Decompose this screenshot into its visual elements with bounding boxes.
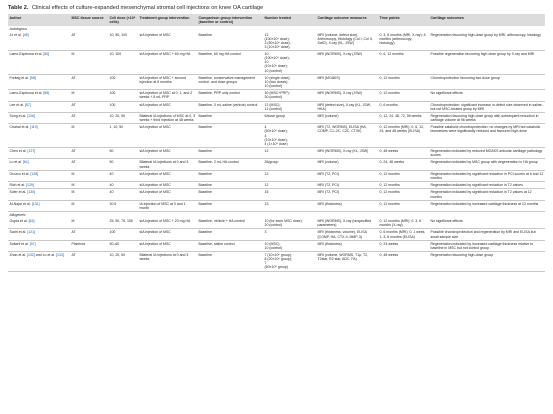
cell-author: Song et al. [126] <box>8 112 70 123</box>
cell-author: Jo et al. [45] <box>8 31 70 50</box>
cell-comparison-group: Baseline <box>197 189 263 200</box>
cell-cartilage-outcome-measures: MRI (volume, defect size), Arthroscopy, Histology (Col I, Col II, SafO), X-ray (KL, JSW) <box>316 31 378 50</box>
cell-time-points: 0, 6 months (MRI); 0, 1 week, 1, 3, 6 months (ELISA) <box>378 229 429 240</box>
cell-cartilage-outcomes: Possible catabolic chondroprotection: no changes by MRI but catabolic biomarkers were significantly reduced and favoured high-dose <box>429 124 545 148</box>
section-label: Allogeneic <box>9 213 26 218</box>
cell-comparison-group: Baseline, 60 mg HA control <box>197 51 263 75</box>
cell-cell-dose: 30.5 <box>108 200 138 211</box>
cell-msc-tissue-source: AT <box>70 229 108 240</box>
cell-cell-dose: 10, 50, 100 <box>108 31 138 50</box>
cell-time-points: 0, 6, 12 months <box>378 51 429 75</box>
cell-msc-tissue-source: M <box>70 170 108 181</box>
msc-clinical-effects-table <box>8 14 545 272</box>
table-row <box>8 147 545 158</box>
cell-author: Chen et al. [127] <box>8 147 70 158</box>
cell-cartilage-outcomes: Regeneration favouring high-dose group by MRI, arthroscopy, histology <box>429 31 545 50</box>
cell-cartilage-outcomes: No significant effects <box>429 218 545 229</box>
column-header-treatment-group: Treatment group intervention <box>138 14 197 26</box>
cell-number-treated: 15 <box>263 189 316 200</box>
cell-author: Freitag et al. [58] <box>8 74 70 89</box>
cell-cartilage-outcome-measures: MRI (volume) <box>316 159 378 170</box>
table-row <box>8 159 545 170</box>
cell-msc-tissue-source: AT <box>70 101 108 112</box>
table-caption-text: Clinical effects of culture-expanded mesenchymal stromal cell injections on knee OA cartilage <box>31 5 264 11</box>
cell-cartilage-outcome-measures: MRI (WORMS), X-ray (JSW) <box>316 90 378 101</box>
table-caption-label: Table 2. <box>8 5 29 11</box>
cell-treatment-group: Bilateral IA injections at 0 and 3 weeks <box>138 159 197 170</box>
cell-author: Sadri et al. [121] <box>8 229 70 240</box>
cell-author: Lee et al. [57] <box>8 101 70 112</box>
table-row <box>8 124 545 148</box>
cell-comparison-group: Baseline, 2 mL HA control <box>197 159 263 170</box>
cell-time-points: 0, 24 weeks <box>378 240 429 251</box>
cell-treatment-group: sIA injection of MSC <box>138 101 197 112</box>
cell-msc-tissue-source: AT <box>70 147 108 158</box>
cell-number-treated: 10 (for each MSC dose); 20 (control) <box>263 218 316 229</box>
column-header-number-treated: Number treated <box>263 14 316 26</box>
cell-number-treated: 30 (MSC+PRP); 30 (control) <box>263 90 316 101</box>
cell-msc-tissue-source: AT <box>70 74 108 89</box>
cell-time-points: 0, 6 months <box>378 101 429 112</box>
cell-number-treated: 4 (50×10⁶ dose); 4 (10×10⁶ dose); 4 (1×10⁶ dose) <box>263 124 316 148</box>
cell-msc-tissue-source: AT <box>70 252 108 272</box>
cell-number-treated: 12 <box>263 147 316 158</box>
cell-cartilage-outcomes: Chondroprotection favouring two-dose group <box>429 74 545 89</box>
cell-cell-dose: 25, 50, 75, 150 <box>108 218 138 229</box>
table-row <box>8 240 545 251</box>
cell-number-treated: 12 <box>263 170 316 181</box>
column-header-cartilage-outcome-measures: Cartilage outcome measures <box>316 14 378 26</box>
cell-number-treated: 26/group <box>263 159 316 170</box>
cell-cartilage-outcome-measures: MRI (defect size), X-ray (KL, JSW, HKA) <box>316 101 378 112</box>
cell-cartilage-outcomes: Possible chondroprotection and regeneration by MRI and ELISA but small sample size <box>429 229 545 240</box>
cell-cartilage-outcomes: Regeneration indicated by increased cartilage thickness relative to baseline in MSC but not control group <box>429 240 545 251</box>
cell-cartilage-outcomes: No significant effects <box>429 90 545 101</box>
cell-cartilage-outcome-measures: MRI (MOAKS) <box>316 74 378 89</box>
cell-cartilage-outcome-measures: MRI (volume, WORMS, T1ρ, T2, T2star, R2 star, ADC, FA) <box>316 252 378 272</box>
cell-cell-dose: 10, 20, 50 <box>108 112 138 123</box>
table-row <box>8 189 545 200</box>
cell-time-points: 0, 12 months <box>378 170 429 181</box>
table-caption <box>8 5 545 12</box>
cell-cartilage-outcomes: Possible regeneration favouring high-dose group by X-ray and MRI <box>429 51 545 75</box>
cell-treatment-group: sIA injection of MSC at 0, 1, and 2 weeks + 8 mL PRP <box>138 90 197 101</box>
column-header-cell-dose: Cell dose (×10⁶ cells) <box>108 14 138 26</box>
cell-time-points: 0, 12 months <box>378 74 429 89</box>
cell-cell-dose: 1, 10, 50 <box>108 124 138 148</box>
cell-comparison-group: Baseline <box>197 147 263 158</box>
cell-time-points: 0, 48 weeks <box>378 147 429 158</box>
cell-number-treated: 6/dose group <box>263 112 316 123</box>
cell-time-points: 0, 12 months <box>378 90 429 101</box>
cell-number-treated: 10 (100×10⁶ dose); 10 (10×10⁶ dose); 10 (control) <box>263 51 316 75</box>
table-row <box>8 31 545 50</box>
cell-author: Chahal et al. [119] <box>8 124 70 148</box>
cell-comparison-group: Baseline, vehicle + HA control <box>197 218 263 229</box>
cell-number-treated: 12 <box>263 182 316 189</box>
cell-comparison-group: Baseline, 3 mL saline (vehicle) control <box>197 101 263 112</box>
cell-cartilage-outcomes: Regeneration indicated by increased cartilage thickness at 12 months <box>429 200 545 211</box>
cell-msc-tissue-source: M <box>70 90 108 101</box>
table-body <box>8 26 545 272</box>
cell-cell-dose: 50–60 <box>108 240 138 251</box>
cell-treatment-group: Bilateral IA injections of MSC at 0, 3 weeks + third injection at 48 weeks <box>139 114 196 123</box>
table-row <box>8 51 545 75</box>
cell-cartilage-outcomes: Chondroprotection: significant increase in defect size observed in saline- but not MSC-treated group by MRI <box>429 101 545 112</box>
cell-cell-dose: 100 <box>108 74 138 89</box>
cell-treatment-group: sIA injection of MSC <box>138 189 197 200</box>
cell-comparison-group: Baseline <box>197 229 263 240</box>
table-row <box>8 218 545 229</box>
cell-cartilage-outcome-measures: MRI (T2, PCI) <box>316 189 378 200</box>
cell-comparison-group: Baseline <box>197 182 263 189</box>
table-header-row <box>8 14 545 26</box>
cell-cartilage-outcome-measures: MRI (WORMS), X-ray (JSW) <box>316 51 378 75</box>
cell-cartilage-outcome-measures: MRI (WORMS), X-ray (unspecified parameters) <box>316 218 378 229</box>
cell-cell-dose: 10, 20, 50 <box>108 252 138 272</box>
cell-author: Lamo-Espinosa et al. [80] <box>8 51 70 75</box>
column-header-comparison-group: Comparison group intervention (baseline or control) <box>197 14 263 26</box>
cell-number-treated: 10 (single dose); 10 (two doses); 10 (control) <box>263 74 316 89</box>
cell-number-treated: 13 <box>263 200 316 211</box>
cell-cartilage-outcomes: Regeneration indicated by significant reduction in T2 values <box>429 182 545 189</box>
cell-msc-tissue-source: AT <box>70 159 108 170</box>
cell-treatment-group: sIA injection of MSC <box>138 147 197 158</box>
cell-msc-tissue-source: M <box>70 124 108 148</box>
cell-cartilage-outcomes: Regeneration indicated by MSC group with degeneration in HA group <box>429 159 545 170</box>
cell-time-points: 0, 12 months (MRI); 0, 3, 6 months (X-ray) <box>378 218 429 229</box>
cell-cartilage-outcome-measures: MRI (thickness) <box>316 240 378 251</box>
cell-time-points: 0, 12 months (MRI); 0, 6, 12, 24, and 48 weeks (ELISA) <box>378 124 429 148</box>
cell-cartilage-outcomes: Regeneration indicated by reduced MOAKS articular cartilage pathology scores <box>429 147 545 158</box>
cell-number-treated: 3 <box>263 229 316 240</box>
table-row <box>8 101 545 112</box>
cell-treatment-group: sIA injection of MSC + 60 mg HA <box>138 51 197 75</box>
column-header-msc-tissue-source: MSC tissue source <box>70 14 108 26</box>
cell-comparison-group: Baseline <box>197 112 263 123</box>
cell-cartilage-outcomes: Regeneration favouring high-dose group <box>429 252 545 272</box>
cell-number-treated: 12 (MSC); 12 (control) <box>263 101 316 112</box>
table-row <box>8 200 545 211</box>
cell-cartilage-outcome-measures: MRI (volume) <box>316 112 378 123</box>
cell-treatment-group: sIA injection of MSC <box>138 229 197 240</box>
column-header-author: Author <box>8 14 70 26</box>
cell-treatment-group: sIA injection of MSC <box>138 240 197 251</box>
table-row <box>8 229 545 240</box>
cell-msc-tissue-source: Placenta <box>70 240 108 251</box>
cell-treatment-group: sIA injection of MSC + second injection at 6 months <box>138 74 197 89</box>
cell-treatment-group: sIA injection of MSC + 20 mg HA <box>138 218 197 229</box>
cell-number-treated: 7 (10×10⁶ group); 8 (20×10⁶ group); 7 (50×10⁶ group) <box>263 252 316 272</box>
cell-msc-tissue-source: M <box>70 51 108 75</box>
cell-cartilage-outcome-measures: MRI (thickness, volume), ELISA (COMP, HA, CTX-II, MMP-3) <box>316 229 378 240</box>
cell-author: Lamo-Espinosa et al. [89] <box>8 90 70 101</box>
table-row <box>8 182 545 189</box>
table-row <box>8 112 545 123</box>
cell-time-points: 0, 12 months <box>378 200 429 211</box>
cell-time-points: 0, 24, 48 weeks <box>378 159 429 170</box>
cell-time-points: 0, 12, 24, 48, 72, 96 weeks <box>378 112 429 123</box>
cell-cartilage-outcomes: Regeneration indicated by significant reduction in T2 values at 12 months <box>429 189 545 200</box>
column-header-cartilage-outcomes: Cartilage outcomes <box>429 14 545 26</box>
cell-cell-dose: 40 <box>108 170 138 181</box>
cell-treatment-group: sIA injection of MSC <box>138 124 197 148</box>
cell-comparison-group: Baseline <box>197 124 263 148</box>
cell-cell-dose: 40 <box>108 182 138 189</box>
table-row <box>8 252 545 272</box>
cell-cell-dose: 100 <box>108 90 138 101</box>
cell-cell-dose: 100 <box>108 101 138 112</box>
cell-treatment-group: Bilateral IA injections at 0 and 3 weeks <box>138 252 197 272</box>
cell-cartilage-outcome-measures: MRI (T2, PCI) <box>316 170 378 181</box>
table-row <box>8 90 545 101</box>
cell-cell-dose: 50 <box>108 147 138 158</box>
cell-treatment-group: sIA injection of MSC <box>138 31 197 50</box>
section-label: Autologous <box>9 26 28 31</box>
cell-cartilage-outcomes: Regeneration indicated by significant reduction in PCI scores at 6 and 12 months <box>430 171 544 180</box>
cell-comparison-group: Baseline, PRP only control <box>197 90 263 101</box>
cell-cartilage-outcome-measures: MRI (thickness) <box>316 200 378 211</box>
cell-comparison-group: Baseline <box>197 170 263 181</box>
table-page <box>8 5 545 272</box>
cell-comparison-group: Baseline, saline control <box>197 240 263 251</box>
cell-author: Soler et al. [130] <box>8 189 70 200</box>
cell-msc-tissue-source: AT <box>70 112 108 123</box>
cell-cell-dose: 100 <box>108 229 138 240</box>
cell-author: Al-Najar et al. [131] <box>8 200 70 211</box>
cell-cell-dose: 50 <box>108 159 138 170</box>
cell-author: Orozco et al. [128] <box>8 170 70 181</box>
cell-author: Rich et al. [129] <box>8 182 70 189</box>
cell-comparison-group: Baseline <box>197 252 263 272</box>
cell-cell-dose: 10, 100 <box>108 51 138 75</box>
cell-comparison-group: Baseline, conservative management control, and dose groups <box>197 74 263 89</box>
cell-author: Lu et al. [61] <box>8 159 70 170</box>
cell-number-treated: 12 (100×10⁶ dose); 3 (50×10⁶ dose); 3 (10×10⁶ dose) <box>263 31 316 50</box>
cell-cartilage-outcome-measures: MRI (T2, PCI) <box>316 182 378 189</box>
cell-cartilage-outcomes: Regeneration favouring high-dose group with subsequent reduction in cartilage volume at 96 weeks <box>429 112 545 123</box>
cell-author: Gupta et al. [63] <box>8 218 70 229</box>
cell-treatment-group: sIA injection of MSC <box>138 182 197 189</box>
cell-time-points: 0, 3, 6 months (MRI, X-ray); 6 months (arthroscopy, histology) <box>378 31 429 50</box>
cell-msc-tissue-source: M <box>70 182 108 189</box>
cell-time-points: 0, 12 months <box>378 189 429 200</box>
table-row <box>8 170 545 181</box>
cell-msc-tissue-source: M <box>70 218 108 229</box>
cell-treatment-group: sIA injection of MSC <box>138 170 197 181</box>
cell-comparison-group: Baseline <box>197 200 263 211</box>
cell-number-treated: 10 (MSC); 10 (control) <box>263 240 316 251</box>
cell-cartilage-outcome-measures: MRI (WORMS), X-ray (KL, JSW) <box>316 147 378 158</box>
cell-cell-dose: 40 <box>108 189 138 200</box>
cell-msc-tissue-source: M <box>70 189 108 200</box>
cell-msc-tissue-source: M <box>70 200 108 211</box>
cell-author: Zhao et al. [132] and Lu et al. [133] <box>8 252 70 272</box>
cell-author: Soltani et al. [97] <box>8 240 70 251</box>
cell-cartilage-outcome-measures: MRI (T2, WORMS), ELISA (HA, COMP, C1–2C, C2C, CTXII) <box>316 124 378 148</box>
cell-comparison-group: Baseline <box>197 31 263 50</box>
table-row <box>8 74 545 89</box>
column-header-time-points: Time points <box>378 14 429 26</box>
cell-msc-tissue-source: AT <box>70 31 108 50</box>
cell-time-points: 0, 12 months <box>378 182 429 189</box>
cell-time-points: 0, 48 weeks <box>378 252 429 272</box>
cell-treatment-group: IA injection of MSC at 0 and 1 month <box>138 200 197 211</box>
